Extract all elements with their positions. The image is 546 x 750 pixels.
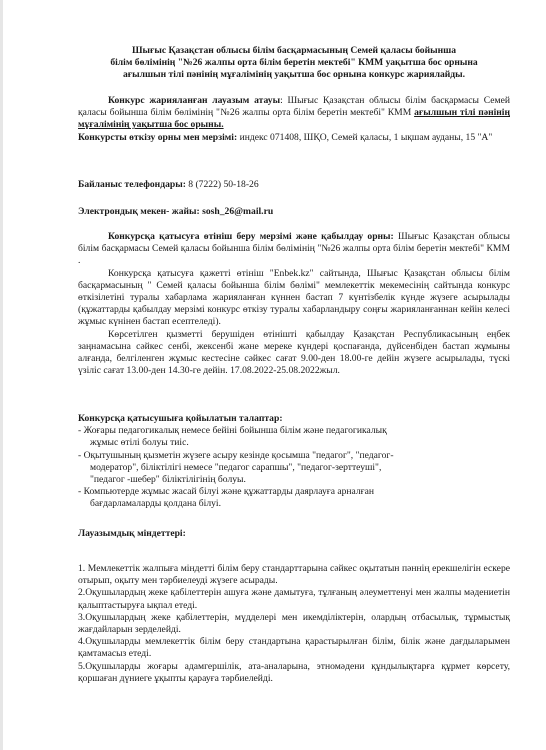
announcement-header bbox=[78, 45, 510, 82]
requirement-item: - Оқытушының қызметін жүзеге асыру кезінде қосымша "педагог", "педагог- bbox=[78, 449, 394, 461]
requirement-item-cont: "педагог -шебер" біліктілігінің болуы. bbox=[90, 474, 246, 486]
duties-list bbox=[78, 563, 510, 685]
scan-edge bbox=[0, 0, 3, 750]
requirements-title: Конкурсқа қатысушыға қойылатын талаптар: bbox=[78, 413, 283, 424]
duty-item: 3.Оқушылардың жеке қабілеттерін, мүдделері мен икемділіктерін, олардың отбасылық, тұрмыстық жағдайларын зерделейді. bbox=[78, 611, 510, 636]
phone-label: Байланыс телефондары: bbox=[78, 179, 186, 190]
position-section bbox=[78, 95, 510, 144]
phone-section bbox=[78, 179, 510, 191]
requirement-item: - Жоғары педагогикалық немесе бейіні бойынша білім және педагогикалық bbox=[78, 425, 387, 437]
duties-title: Лауазымдық міндеттері: bbox=[78, 528, 186, 539]
duty-item: 4.Оқушыларды мемлекеттік білім беру стандартына қарастырылған білім, білік және дағдыларымен қамтамасыз етеді. bbox=[78, 636, 510, 660]
venue-text: индекс 071408, ШҚО, Семей қаласы, 1 ықшам ауданы, 15 "А" bbox=[237, 131, 493, 143]
application-text: Шығыс Қазақстан облысы білім басқармасы Семей қаласы бойынша білім бөлімінің "№26 жалпы орта білім беретін мектебі" КММ . bbox=[78, 231, 510, 267]
requirement-item: - Компьютерде жұмыс жасай білуі және құжаттарды даярлауға арналған bbox=[78, 486, 374, 498]
header-line-1: Шығыс Қазақстан облысы білім басқармасының Семей қаласы бойынша bbox=[131, 45, 457, 56]
position-underlined: ағылшын тілі пәнінің мұғалімінің уақытша бос орыны. bbox=[78, 107, 510, 131]
phone-value: 8 (7222) 50-18-26 bbox=[185, 179, 259, 190]
application-label: Конкурсқа қатысуға өтініш беру мерзімі және қабылдау орны: bbox=[108, 231, 394, 242]
email-value: sosh_26@mail.ru bbox=[199, 206, 274, 217]
header-line-2: білім бөлімінің "№26 жалпы орта білім беретін мектебі" КММ уақытша бос орнына bbox=[110, 57, 478, 69]
requirement-item-cont: жұмыс өтілі болуы тиіс. bbox=[90, 437, 189, 449]
duty-item: 2.Оқушылардың жеке қабілеттерін ашуға және дамытуға, тұлғаның әлеуметтенуі мен жалпы мәдениетін қалыптастыруға ықпал етеді. bbox=[78, 587, 510, 611]
requirements-section bbox=[78, 413, 510, 511]
duty-item: 5.Оқушыларды жоғары адамгершілік, ата-аналарына, этномәдени құндылықтарға құрмет көрсету, қоршаған дүниеге ұқыпты қарауға тәрбиелейді. bbox=[78, 660, 510, 684]
application-section bbox=[78, 231, 510, 377]
duty-item: 1. Мемлекеттік жалпыға міндетті білім беру стандарттарына сәйкес оқытатын пәннің ерекшелігін ескере отырып, оқыту мен тәрбиелеуді жүзеге асырады. bbox=[78, 563, 510, 587]
position-text: : Шығыс Қазақстан облысы білім басқармасы Семей қаласы бойынша білім бөлімінің "№26 жалпы орта білім беретін мектебі" КММ bbox=[78, 95, 510, 119]
requirement-item-cont: бағдарламаларды қолдана білуі. bbox=[90, 498, 221, 510]
application-para-2: Конкурсқа қатысуға қажетті өтініш "Enbek.kz" сайтында, Шығыс Қазақстан облысы білім басқармасының " Семей қаласы бойынша білім бөлімі" мемлекеттік мекемесінің сайтында конкурс өткізілетіні туралы хабарлама жарияланған күннен бастап 7 күнтізбелік күнде жүзеге асырылады (құжаттарды қабылдау мерзімі конкурс өткізу туралы хабарландыру соңғы жарияланғаннан кейін келесі жұмыс күнінен бастап есептеледі). bbox=[78, 267, 510, 328]
position-label: Конкурс жарияланған лауазым атауы bbox=[108, 95, 281, 106]
application-para-3: Көрсетілген қызметті берушіден өтінішті қабылдау Қазақстан Республикасының еңбек заңнамасына сәйкес сенбі, жексенбі және мереке күндері қоспағанда, дүйсенбіден бастап жұмыны алғанда, белгіленген жұмыс кестесіне сәйкес сағат 9.00-ден 18.00-ге дейін жүзеге асырылады, түскі үзіліс сағат 13.00-ден 14.30-ге дейін. 17.08.2022-25.08.2022жыл. bbox=[78, 328, 510, 377]
header-line-3: ағылшын тілі пәнінің мұғалімінің уақытша бос орнына конкурс жариялайды. bbox=[122, 69, 466, 81]
requirement-item-cont: модератор", біліктілігі немесе "педагог сарапшы", "педагог-зерттеуші", bbox=[90, 461, 382, 473]
venue-label: Конкурсты өткізу орны мен мерзімі: bbox=[78, 131, 238, 143]
email-section bbox=[78, 206, 510, 218]
duties-title-block bbox=[78, 528, 510, 540]
email-label: Электрондық мекен- жайы: bbox=[78, 206, 200, 217]
